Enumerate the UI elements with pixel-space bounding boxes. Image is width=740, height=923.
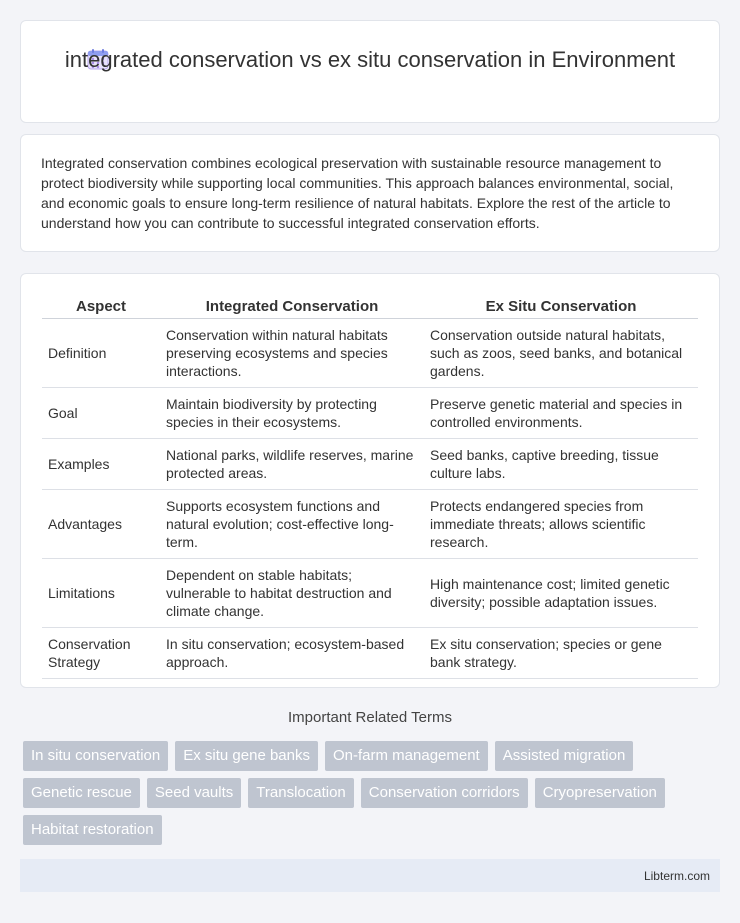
cell-aspect: Advantages xyxy=(42,490,160,559)
term-tag[interactable]: Assisted migration xyxy=(495,741,634,771)
comparison-card xyxy=(20,273,720,688)
title-card xyxy=(20,20,720,123)
comparison-table xyxy=(42,296,698,679)
intro-card xyxy=(20,134,720,252)
cell-integrated: Maintain biodiversity by protecting species in their ecosystems. xyxy=(160,388,424,439)
table-row xyxy=(42,439,698,490)
term-tag[interactable]: Habitat restoration xyxy=(23,815,162,845)
cell-integrated: Dependent on stable habitats; vulnerable to habitat destruction and climate change. xyxy=(160,559,424,628)
table-row xyxy=(42,559,698,628)
cell-aspect: Examples xyxy=(42,439,160,490)
header-integrated: Integrated Conservation xyxy=(160,296,424,319)
cell-ex-situ: Conservation outside natural habitats, such as zoos, seed banks, and botanical gardens. xyxy=(424,319,698,388)
table-row xyxy=(42,388,698,439)
cell-integrated: In situ conservation; ecosystem-based approach. xyxy=(160,628,424,679)
term-tag[interactable]: Seed vaults xyxy=(147,778,241,808)
header-ex-situ: Ex Situ Conservation xyxy=(424,296,698,319)
table-header-row xyxy=(42,296,698,319)
cell-ex-situ: Preserve genetic material and species in controlled environments. xyxy=(424,388,698,439)
related-terms-title: Important Related Terms xyxy=(288,709,452,726)
table-row xyxy=(42,319,698,388)
cell-aspect: Conservation Strategy xyxy=(42,628,160,679)
cell-ex-situ: High maintenance cost; limited genetic diversity; possible adaptation issues. xyxy=(424,559,698,628)
term-tag[interactable]: Conservation corridors xyxy=(361,778,528,808)
related-terms-list xyxy=(23,741,703,845)
cell-integrated: National parks, wildlife reserves, marine protected areas. xyxy=(160,439,424,490)
footer xyxy=(20,859,720,892)
table-row xyxy=(42,628,698,679)
term-tag[interactable]: Cryopreservation xyxy=(535,778,665,808)
page-title: integrated conservation vs ex situ conservation in Environment xyxy=(64,47,676,72)
cell-aspect: Goal xyxy=(42,388,160,439)
cell-integrated: Conservation within natural habitats preserving ecosystems and species interactions. xyxy=(160,319,424,388)
footer-brand-link[interactable]: Libterm.com xyxy=(643,869,710,883)
cell-ex-situ: Ex situ conservation; species or gene bank strategy. xyxy=(424,628,698,679)
term-tag[interactable]: Ex situ gene banks xyxy=(175,741,318,771)
cell-integrated: Supports ecosystem functions and natural evolution; cost-effective long-term. xyxy=(160,490,424,559)
term-tag[interactable]: On-farm management xyxy=(325,741,488,771)
cell-ex-situ: Seed banks, captive breeding, tissue culture labs. xyxy=(424,439,698,490)
cell-ex-situ: Protects endangered species from immediate threats; allows scientific research. xyxy=(424,490,698,559)
table-row xyxy=(42,490,698,559)
cell-aspect: Limitations xyxy=(42,559,160,628)
header-aspect: Aspect xyxy=(42,296,160,319)
intro-paragraph: Integrated conservation combines ecological preservation with sustainable resource management to protect biodiversity while supporting local communities. This approach balances environmental, social, and economic goals to ensure long-term resilience of natural habitats. Explore the rest of the article to understand how you can contribute to successful integrated conservation efforts. xyxy=(41,155,674,231)
term-tag[interactable]: Translocation xyxy=(248,778,354,808)
cell-aspect: Definition xyxy=(42,319,160,388)
term-tag[interactable]: Genetic rescue xyxy=(23,778,140,808)
term-tag[interactable]: In situ conservation xyxy=(23,741,168,771)
